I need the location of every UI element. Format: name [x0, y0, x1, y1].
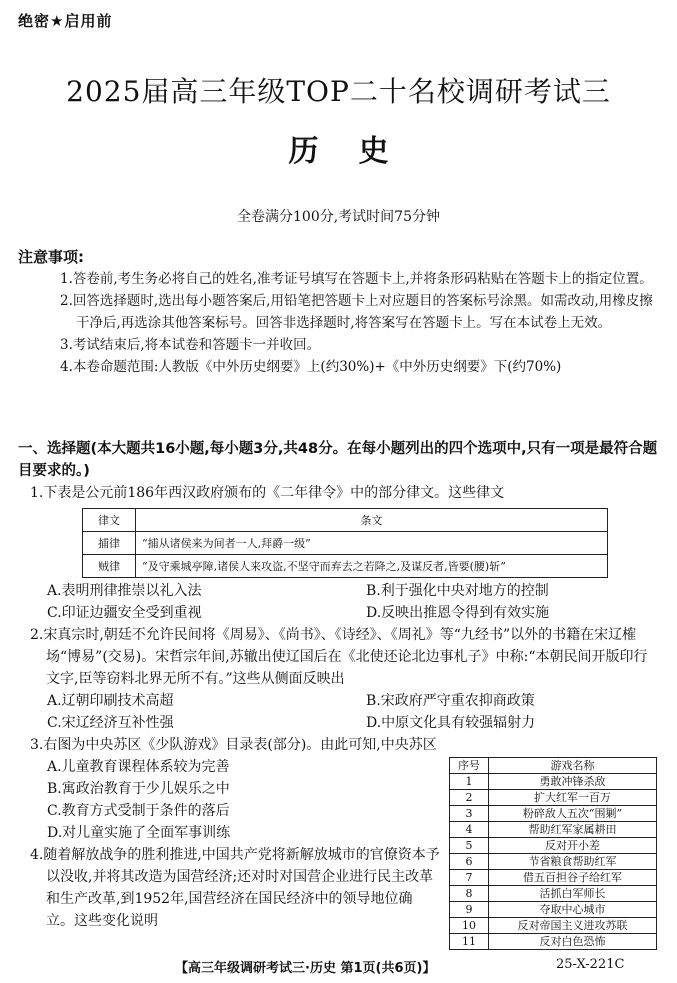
table-cell: “捕从诸侯来为间者一人,拜爵一级” [136, 532, 608, 555]
notice-item: 2.回答选择题时,选出每小题答案后,用铅笔把答题卡上对应题目的答案标号涂黑。如需改动,用橡皮擦干净后,再选涂其他答案标号。回答非选择题时,将答案写在答题卡上。写在本试卷上无效。 [60, 293, 653, 331]
option-d[interactable]: D.对儿童实施了全面军事训练 [47, 825, 231, 841]
option-c[interactable]: C.宋辽经济互补性强 [47, 715, 174, 731]
footer-text: 【高三年级调研考试三·历史 第1页(共6页)】 [175, 961, 436, 976]
table-cell: 帮助红军家属耕田 [489, 822, 657, 838]
table-cell: 10 [450, 918, 489, 934]
option-a[interactable]: A.儿童教育课程体系较为完善 [47, 759, 230, 775]
table-cell: 勇敢冲锋杀敌 [489, 774, 657, 790]
table-cell: 贼律 [83, 555, 136, 578]
notice-heading: 注意事项: [18, 248, 84, 266]
notice-item: 1.答卷前,考生务必将自己的姓名,准考证号填写在答题卡上,并将条形码粘贴在答题卡上的指定位置。 [60, 271, 653, 287]
table-header: 条文 [136, 509, 608, 532]
option-c[interactable]: C.印证边疆安全受到重视 [47, 605, 202, 621]
table-cell: 捕律 [83, 532, 136, 555]
option-b[interactable]: B.寓政治教育于少儿娱乐之中 [47, 781, 230, 797]
section-heading: 一、选择题(本大题共16小题,每小题3分,共48分。在每小题列出的四个选项中,只有一项是最符合题目要求的。) [18, 441, 658, 479]
table-cell: 6 [450, 854, 489, 870]
option-b[interactable]: B.宋政府严守重农抑商政策 [366, 693, 535, 709]
table-cell: 反对白色恐怖 [489, 934, 657, 950]
table-cell: 8 [450, 886, 489, 902]
games-table [449, 757, 657, 950]
exam-title: 2025届高三年级TOP二十名校调研考试三 [66, 75, 611, 108]
question-4-stem: 4.随着解放战争的胜利推进,中国共产党将新解放城市的官僚资本予以没收,并将其改造为国营经济;还对时对国营企业进行民主改革和生产改革,到1952年,国营经济在国民经济中的领导地位确立。这些变化说明 [30, 847, 440, 929]
table-cell: 1 [450, 774, 489, 790]
table-cell: 借五百担谷子给红军 [489, 870, 657, 886]
table-cell: 节省粮食帮助红军 [489, 854, 657, 870]
option-a[interactable]: A.辽朝印刷技术高超 [47, 693, 174, 709]
option-c[interactable]: C.教育方式受制于条件的落后 [47, 803, 230, 819]
paper-code: 25-X-221C [556, 957, 625, 972]
table-cell: 9 [450, 902, 489, 918]
table-cell: 反对开小差 [489, 838, 657, 854]
table-cell: 夺取中心城市 [489, 902, 657, 918]
table-cell: 反对帝国主义进攻苏联 [489, 918, 657, 934]
table-cell: 粉碎敌人五次“围剿” [489, 806, 657, 822]
question-3-stem: 3.右图为中央苏区《少队游戏》目录表(部分)。由此可知,中央苏区 [30, 737, 437, 753]
table-cell: 3 [450, 806, 489, 822]
table-header: 律文 [83, 509, 136, 532]
table-cell: 活抓白军师长 [489, 886, 657, 902]
option-b[interactable]: B.利于强化中央对地方的控制 [366, 583, 549, 599]
question-2-stem: 2.宋真宗时,朝廷不允许民间将《周易》、《尚书》、《诗经》、《周礼》等“九经书”以外的书籍在宋辽榷场“博易”(交易)。宋哲宗年间,苏辙出使辽国后在《北使还论北边事札子》中称:“本朝民间开版印行文字,臣等窃料北界无所不有。”这些从侧面反映出 [30, 627, 648, 687]
table-cell: 7 [450, 870, 489, 886]
table-cell: 5 [450, 838, 489, 854]
score-info: 全卷满分100分,考试时间75分钟 [237, 209, 440, 225]
notice-item: 3.考试结束后,将本试卷和答题卡一并收回。 [60, 337, 321, 353]
notice-list [60, 268, 656, 378]
table-cell: 4 [450, 822, 489, 838]
table-header: 序号 [450, 758, 489, 774]
table-cell: 11 [450, 934, 489, 950]
notice-item: 4.本卷命题范围:人教版《中外历史纲要》上(约30%)+《中外历史纲要》下(约70%) [60, 359, 562, 375]
table-header: 游戏名称 [489, 758, 657, 774]
table-cell: 扩大红军一百万 [489, 790, 657, 806]
option-a[interactable]: A.表明刑律推崇以礼入法 [47, 583, 202, 599]
option-d[interactable]: D.反映出推恩令得到有效实施 [366, 605, 550, 621]
question-1-stem: 1.下表是公元前186年西汉政府颁布的《二年律令》中的部分律文。这些律文 [30, 485, 505, 501]
option-d[interactable]: D.中原文化具有较强辐射力 [366, 715, 536, 731]
table-cell: 2 [450, 790, 489, 806]
subject-title: 历史 [288, 134, 429, 169]
confidential-label: 绝密★启用前 [18, 12, 113, 30]
table-cell: “及守乘城亭障,诸侯人来攻盗,不坚守而弃去之若降之,及谋反者,皆要(腰)斩” [136, 555, 608, 578]
law-table [82, 508, 608, 578]
